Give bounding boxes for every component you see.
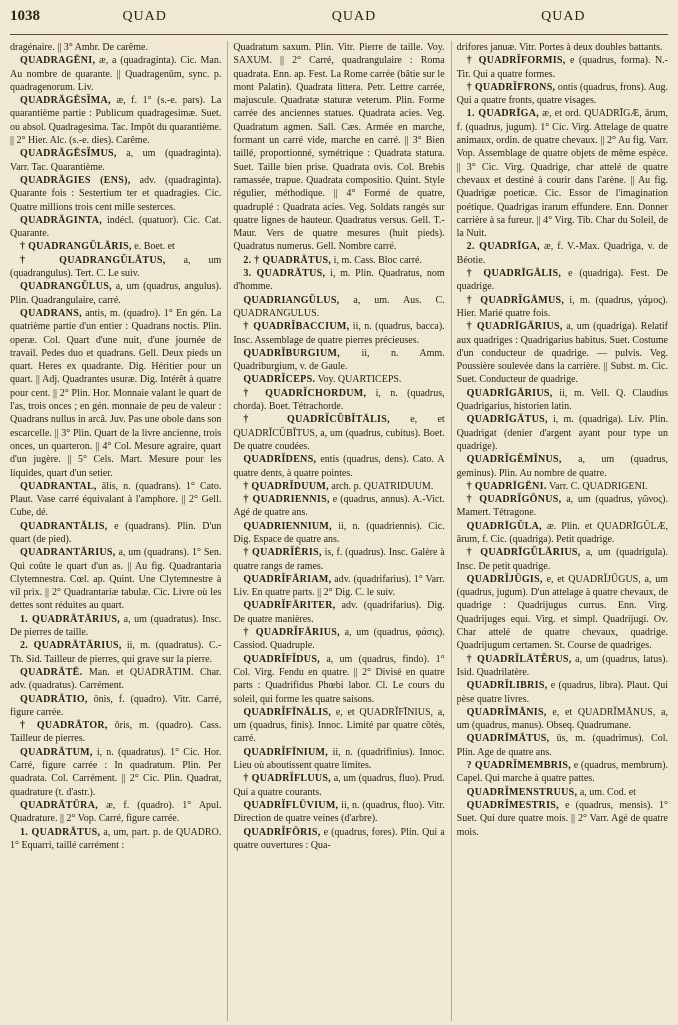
entry-headword: QUADRĬLIBRIS, [466,680,548,692]
entry-definition: i, m. (quadriga). Liv. Plin. Quadrigat (denier d'argent ayant pour type un quadrige). [456,414,668,452]
entry-headword: QUADRĀGĒSĬMUS, [20,148,117,160]
dictionary-entry [233,626,444,653]
entry-headword: QUADRĀTIO, [20,693,88,705]
dictionary-entry [457,81,668,108]
entry-headword: 2. † QUADRĀTUS, [243,254,332,266]
dictionary-entry [457,520,668,547]
dictionary-entry [10,280,221,307]
dictionary-entry [233,546,444,573]
entry-definition: entis (quadrus, dens). Cato. A quatre dents, à quatre pointes. [233,454,445,479]
entry-headword: † QUADRĪGĀLIS, [466,268,562,280]
dictionary-entry [457,107,668,240]
entry-definition: i, m. Plin. Quadratus, nom d'homme. [233,268,445,293]
entry-headword: 2. QUADRĀTĀRIUS, [20,640,122,652]
entry-definition: i, n. (quadratus). 1° Cic. Hor. Carré, figure carrée : In quadratum. Plin. Per quadrata. Col. Carrément. || 2° Cic. Plin. Quadrat, quadrature (t. d'astr.). [10,746,222,798]
dictionary-entry [457,54,668,81]
text-columns [10,41,668,1021]
entry-headword: QUADRĬBURGIUM, [243,347,341,359]
entry-definition: a, um. Cod. et [579,786,636,798]
entry-definition: Voy. QUARTICEPS. [317,374,402,386]
dictionary-entry [457,320,668,386]
entry-headword: QUADRANTĀLIS, [20,520,108,532]
entry-definition: a, um (quadrangulus). Tert. C. Le suiv. [10,254,222,280]
entry-definition: drifores januæ. Vitr. Portes à deux doubles battants. [456,42,663,53]
entry-headword: QUADRĪMĀTUS, [466,733,550,745]
dictionary-entry [457,573,668,653]
entry-headword: † QUADRĬFORMIS, [466,55,566,67]
entry-definition: a, um (quadrus, latus). Isid. Quadrilatère. [456,653,668,678]
entry-definition: ii, n. (quadrifinius). Innoc. Lieu où aboutissent quatre limites. [233,746,445,772]
entry-definition: æ, a (quadraginta). Cic. Man. Au nombre de quarante. || Quadragenūm, sync. p. quadragenorum. Liv. [10,55,222,93]
entry-headword: QUADRĀTŪRA, [20,799,99,811]
entry-definition: e (quadrus, annus). A.-Vict. Agé de quatre ans. [233,494,445,519]
dictionary-entry [457,267,668,294]
entry-definition: a, um. Aus. C. QUADRANGULUS. [233,294,445,319]
entry-headword: QUADRĀTUM, [20,746,93,758]
entry-headword: QUADRĬFĪNĀLIS, [243,706,332,718]
entry-headword: † QUADRĬFLUUS, [243,773,332,785]
entry-headword: 3. QUADRĀTUS, [243,268,326,280]
dictionary-entry [457,679,668,706]
entry-headword: 2. QUADRĪGA, [466,241,540,253]
entry-definition: ii, n. (quadrus, fluo). Vitr. Direction de quatre veines (d'arbre). [233,799,445,825]
dictionary-entry [233,573,444,600]
dictionary-entry [10,54,221,94]
dictionary-entry [10,546,221,612]
entry-headword: † QUADRANGŬLĀRIS, [20,241,132,253]
entry-definition: a, um (quadrigula). Insc. De petit quadrige. [456,547,668,572]
dictionary-entry [233,294,444,321]
entry-definition: a, um (quadriga). Relatif aux quadriges : Quadrigarius habitus. Suet. Costume d'un conducteur de quadrige. — pulvis. Veg. Poussière soulevée dans la carrière. || Subst. m. Cic. Suet. Conducteur de quadrige. [456,321,668,386]
entry-definition: a, um (quadrus, angulus). Plin. Quadrangulaire, carré. [10,281,222,306]
entry-headword: QUADRĬDENS, [243,454,317,466]
entry-headword: QUADRANGŬLUS, [20,281,112,293]
dictionary-entry [233,413,444,453]
entry-definition: a, um (quadrus, findo). 1° Col. Virg. Fendu en quatre. || 2° Divisé en quatre parts : Quadrifidus Phœbi labor. Cl. Le cours du soleil, qui forme les quatre saisons. [233,653,445,705]
entry-headword: QUADRĬMENSTRUUS, [466,786,578,798]
dictionary-entry [233,493,444,520]
entry-definition: æ. Plin. et QUADRĪGŬLÆ, ārum, f. Cic. (quadriga). Petit quadrige. [456,520,668,545]
entry-definition: indécl. (quatuor). Cic. Cat. Quarante. [10,214,222,240]
entry-definition: e (quadriga). Fest. De quadrige. [456,268,668,293]
entry-headword: QUADRĬCEPS. [243,374,316,386]
entry-definition: adv. (quadraginta). Quarante fois : Sestertium ter et quadragies. Cic. Quatre millions trois cent mille sesterces. [10,174,222,213]
entry-definition: ūs, m. (quadrimus). Col. Plin. Age de quatre ans. [456,733,668,758]
dictionary-entry [233,772,444,799]
entry-definition: e. Boet. et [134,241,175,253]
entry-headword: 1. QUADRĀTUS, [20,826,101,838]
dictionary-entry [233,599,444,626]
entry-headword: † QUADRĬGĀMUS, [466,294,565,306]
dictionary-entry [233,267,444,294]
entry-definition: e, et QUADRĬFĪNIUS, a, um (quadrus, finis). Innoc. Limité par quatre côtés, carré. [233,706,445,745]
entry-headword: QUADRĀGĒSĬMA, [20,95,111,107]
entry-definition: dragénaire. || 3° Ambr. De carême. [10,42,148,53]
entry-headword: † QUADRĬDUUM, [243,480,329,492]
entry-definition: a, um (quadrus, γῶνος). Mamert. Tétragone. [456,494,668,519]
entry-definition: a, um (quadrus, fluo). Prud. Qui a quatre courants. [233,773,445,798]
entry-headword: QUADRĬFĀRITER, [243,600,336,612]
entry-definition: e (quadrus, fores). Plin. Qui a quatre ouvertures : Qua- [233,826,445,851]
entry-definition: æ, f. V.-Max. Quadriga, v. de Béotie. [456,241,668,266]
entry-definition: e (quadrus, mensis). 1° Suet. Qui dure quatre mois. || 2° Varr. Agé de quatre mois. [456,799,668,838]
dictionary-entry [233,453,444,480]
dictionary-entry [457,493,668,520]
dictionary-entry [10,746,221,799]
dictionary-entry [457,786,668,799]
entry-headword: QUADRIENNIUM, [243,520,332,532]
entry-headword: QUADRĬFŌRIS, [243,826,321,838]
dictionary-entry [10,214,221,241]
column-2 [227,41,444,1021]
entry-headword: † QUADRĬGŌNUS, [466,494,562,506]
entry-headword: † QUADRĬFĀRIUS, [243,627,340,639]
entry-headword: † QUADRĬFRONS, [466,81,556,93]
entry-definition: ālis, n. (quadrans). 1° Cato. Plaut. Vase carré équivalant à l'amphore. || 2° Gell. Cube, dé. [10,480,222,519]
entry-headword: QUADRĪGĀTUS, [466,414,548,426]
dictionary-entry [233,520,444,547]
dictionary-entry [233,373,444,386]
entry-definition: arch. p. QUATRIDUUM. [331,480,434,492]
entry-definition: a, um (quadrus, φάσις). Cassiod. Quadruple. [233,627,445,652]
dictionary-entry [233,746,444,773]
dictionary-entry [10,719,221,746]
dictionary-entry [457,706,668,733]
dictionary-entry [457,413,668,453]
entry-headword: QUADRĬGĔMĬNUS, [466,454,562,466]
dictionary-entry [10,799,221,826]
running-head-center: QUAD [331,9,377,24]
entry-definition: æ, f. 1° (s.-e. pars). La quarantième partie : Publicum quadragesimæ. Suet. ou absol. Quadragesima. Tac. Impôt du quarantième. || 2° Hier. Alc. (s.-e. dies). Carême. [10,95,222,147]
entry-definition: ii, m. (quadratus). C.-Th. Sid. Tailleur de pierres, qui grave sur la pierre. [10,640,222,665]
dictionary-entry [457,546,668,573]
entry-definition: ii, n. (quadriennis). Cic. Dig. Espace de quatre ans. [233,520,445,545]
entry-headword: QUADRANS, [20,307,82,319]
entry-headword: † QUADRIENNIS, [243,494,330,506]
dictionary-entry [457,759,668,786]
entry-definition: e (quadrus, membrum). Capel. Qui marche à quatre pattes. [456,760,668,785]
entry-definition: ii, n. Amm. Quadriburgium, v. de Gaule. [233,347,445,373]
entry-headword: QUADRĬMESTRIS, [466,799,559,811]
entry-headword: QUADRĪGŬLA, [466,520,542,532]
dictionary-entry [10,666,221,693]
dictionary-entry [457,480,668,493]
entry-definition: adv. (quadrifarius). 1° Varr. Liv. En quatre parts. || 2° Dig. C. le suiv. [233,573,445,599]
dictionary-entry [457,294,668,321]
entry-definition: a, um (quadratus). Insc. De pierres de taille. [10,613,222,639]
dictionary-entry [457,387,668,414]
dictionary-entry [233,706,444,746]
entry-definition: is, f. (quadrus). Insc. Galère à quatre rangs de rames. [233,547,445,572]
dictionary-entry [457,41,668,54]
entry-definition: æ, et ord. QUADRĪGÆ, ārum, f. (quadrus, jugum). 1° Cic. Virg. Attelage de quatre animaux, ordin. de quatre chevaux. || 2° Au fig. Varr. Vop. Assemblage de quatre objets de même espèce. || 3° Cic. Virg. Quadrige, char attelé de quatre chevaux et destiné à courir dans l'arène. || Au fig. Quadrigæ poeticæ. Cic. Essor de l'imagination poétique. Quadrigas irarum effundere. Enn. Donner carrière à sa fureur. || 4° Virg. Tib. Char du Soleil, de la Nuit. [456,108,668,240]
entry-headword: † QUADRĀTOR, [20,720,108,732]
dictionary-entry [10,520,221,547]
dictionary-entry [233,347,444,374]
entry-definition: a, um (quadrans). 1° Sen. Qui coûte le quart d'un as. || Au fig. Quadrantaria Clytemnestra. Cœl. ap. Quint. Une Clytemnestre à vil prix. || 2° Quadrantariæ tabulæ. Cic. Livre où les dettes sont réduites au quart. [10,547,222,612]
entry-headword: QUADRIANGŬLUS, [243,294,340,306]
entry-definition: e (quadrus, libra). Plaut. Qui pèse quatre livres. [456,680,668,705]
dictionary-entry [233,826,444,853]
dictionary-entry [233,387,444,414]
entry-headword: 1. QUADRĪGA, [466,108,540,120]
entry-definition: a, um (quadrus, geminus). Plin. Au nombre de quatre. [456,454,668,479]
entry-definition: e (quadrus, forma). N.-Tir. Qui a quatre formes. [456,55,668,80]
dictionary-entry [233,254,444,267]
entry-headword: QUADRĪGĀRIUS, [466,387,553,399]
dictionary-entry [457,799,668,839]
entry-definition: antis, m. (quadro). 1° En gén. La quatrième partie d'un entier : Quadrans noctis. Plin. operæ. Col. Quart d'une nuit, d'une journée de travail. Pedes duo et quadrans. Gell. Deux pieds un quart. Heres ex quadrante. Dig. Héritier pour un quart. || Adj. Quadrantes usuræ. Dig. Intérêt à quatre pour cent. || 2° Plin. Hor. Monnaie valant le quart de l'as, trois onces ; en gén. monnaie de peu de valeur : Quadrans nullus in arcâ. Juv. Pas une obole dans son escarcelle. || 3° Plin. Quart de la livre ancienne, trois onces, un quarteron. || 4° Col. Mesure agraire, quart d'un jugère. || 5° Cels. Mart. Mesure pour les liquides, quart d'un setier. [10,307,222,479]
entry-definition: a, um (quadraginta). Varr. Tac. Quarantième. [10,148,222,173]
dictionary-entry [10,254,221,281]
entry-headword: QUADRANTAL, [20,480,97,492]
entry-headword: † QUADRĪGĀRIUS, [466,321,563,333]
entry-definition: ii, m. Vell. Q. Claudius Quadrigarius, historien latin. [456,387,668,413]
page-header [10,8,668,35]
entry-headword: QUADRANTĀRIUS, [20,547,116,559]
entry-headword: QUADRĀTĒ. [20,666,83,678]
entry-definition: æ, f. (quadro). 1° Apul. Quadrature. || 2° Vop. Carré, figure carrée. [10,799,222,825]
column-1 [10,41,221,1021]
entry-headword: † QUADRĬCŬBĬTĀLIS, [243,414,390,426]
entry-headword: QUADRĀGIES (ENS), [20,174,131,186]
running-head-left: QUAD [122,9,167,24]
entry-headword: 1. QUADRĀTĀRIUS, [20,613,121,625]
dictionary-entry [233,653,444,706]
entry-definition: i, m. Cass. Bloc carré. [333,254,422,266]
dictionary-entry [457,240,668,267]
dictionary-entry [233,799,444,826]
dictionary-entry [10,639,221,666]
page-number: 1038 [10,8,40,24]
dictionary-entry [233,480,444,493]
entry-definition: ōris, m. (quadro). Cass. Tailleur de pierres. [10,720,222,745]
entry-definition: adv. (quadrifarius). Dig. De quatre manières. [233,600,445,625]
dictionary-entry [457,653,668,680]
dictionary-entry [10,693,221,720]
entry-headword: QUADRĬFĬDUS, [243,653,320,665]
dictionary-entry [10,41,221,54]
dictionary-entry [10,174,221,214]
entry-definition: ii, n. (quadrus, bacca). Insc. Assemblage de quatre pierres précieuses. [233,321,445,346]
dictionary-entry [10,240,221,253]
entry-headword: ? QUADRĬMEMBRIS, [466,760,572,772]
dictionary-entry [457,732,668,759]
dictionary-entry [233,41,444,254]
entry-definition: ōnis, f. (quadro). Vitr. Carré, figure carrée. [10,693,222,718]
entry-headword: † QUADRĬĒRIS, [243,547,322,559]
entry-headword: † QUADRĬLĀTĔRUS, [466,653,572,665]
entry-headword: QUADRĬFĀRIAM, [243,573,332,585]
entry-headword: † QUADRANGŬLĀTUS, [20,254,166,266]
dictionary-entry [10,307,221,480]
running-head-right: QUAD [541,9,586,24]
entry-definition: e (quadrans). Plin. D'un quart (de pied). [10,520,222,545]
entry-headword: † QUADRĪGŬLĀRIUS, [466,547,581,559]
entry-headword: † QUADRĬCHORDUM, [243,387,367,399]
entry-headword: QUADRĬMĀNIS, [466,706,547,718]
entry-headword: QUADRĬFLŪVIUM, [243,799,339,811]
entry-definition: e, et QUADRĬMĀNUS, a, um (quadrus, manus). Obseq. Quadrumane. [456,706,668,732]
dictionary-entry [457,453,668,480]
entry-definition: i, n. (quadrus, chorda). Boet. Tétrachorde. [233,387,445,413]
entry-definition: Man. et QUADRĀTIM. Char. adv. (quadratus). Carrément. [10,666,222,692]
entry-headword: QUADRAGĒNI, [20,55,96,67]
dictionary-entry [10,94,221,147]
entry-headword: QUADRĬJŪGIS, [466,573,543,585]
entry-headword: QUADRĬFĪNIUM, [243,746,329,758]
entry-definition: i, m. (quadrus, γάμος). Hier. Marié quatre fois. [456,294,668,319]
dictionary-entry [10,147,221,174]
column-3 [451,41,668,1021]
entry-definition: e, et QUADRĬJŪGUS, a, um (quadrus, jugum). D'un attelage à quatre chevaux, de quadrige : Quadrijugus currus. Enn. Virg. Quadrijuges equi. Virg. et simpl. Quadrijugi. Ov. Char attelé de quatre chevaux, quadrige. Quadrijugum certamen. St. Course de quadriges. [456,573,668,652]
dictionary-entry [10,480,221,520]
entry-headword: † QUADRĪGĒNI. [466,480,547,492]
entry-headword: QUADRĀGINTA, [20,214,103,226]
dictionary-entry [10,613,221,640]
entry-headword: † QUADRĬBACCIUM, [243,321,350,333]
entry-definition: a, um, part. p. de QUADRO. 1° Equarri, taillé carrément : [10,826,222,851]
dictionary-entry [10,826,221,853]
entry-definition: ontis (quadrus, frons). Aug. Qui a quatre fronts, quatre visages. [456,81,668,107]
entry-definition: Quadratum saxum. Plin. Vitr. Pierre de taille. Voy. SAXUM. || 2° Carré, quadrangulaire : Roma quadrata. Enn. ap. Fest. La Rome carrée (bâtie sur le mont Palatin). Quadrata littera. Petr. Lettre carrée, majuscule. Quadratæ staturæ veterum. Plin. Forme carrée des anciennes statues. Quadrata acies. Veg. Quadratum agmen. Sall. Cæs. Armée en marche, formant un carré vide, marche en carré. || 3° Bien taillé, proportionné, symétrique : Quadrata statura. Suet. Taille bien prise. Quadrata ovis. Col. Brebis ramassée, trapue. Quadrata compositio. Quint. Style régulier, méthodique. || 4° Formé de quatre, quadruplé : Quadrata acies. Veg. Soldats rangés sur quatre lignes de hauteur. Quadratus versus. Gell. T.-Maur. Vers de quatre mesures (huit pieds). Quadratus numerus. Gell. Nombre carré. [233,42,445,253]
entry-definition: Varr. C. QUADRIGENI. [549,480,648,492]
dictionary-entry [233,320,444,347]
entry-definition: e, et QUADRĬCŬBĬTUS, a, um (quadrus, cubitus). Boet. De quatre coudées. [233,414,445,452]
